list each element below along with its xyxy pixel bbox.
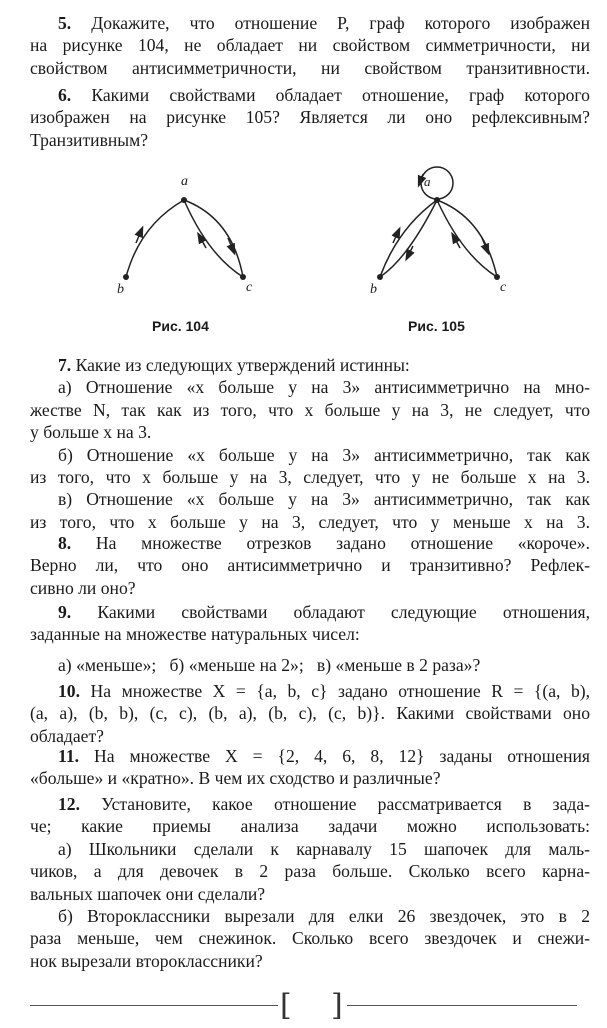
problem-number: 8. [58, 533, 72, 553]
edge-c-a [184, 200, 243, 277]
problem-10 [30, 680, 590, 747]
page-bracket-left: [ [280, 988, 292, 1023]
option-a-line: жестве N, так как из того, что x больше y на 3, не следует, что [30, 399, 590, 420]
problem-text-line: Транзитивным? [30, 129, 149, 150]
problem-text-line: обладает? [30, 725, 104, 746]
figure-caption: Рис. 105 [408, 318, 465, 334]
option-a-line: y больше x на 3. [30, 422, 152, 443]
graph-105 [377, 167, 500, 280]
footer-rule-right [347, 1005, 577, 1006]
problem-text-line: На множестве X = {2, 4, 6, 8, 12} заданы отношения [93, 746, 590, 766]
problem-text-line: На множестве X = {a, b, c} задано отношение R = {(a, b), [90, 681, 591, 701]
problem-text-line: на рисунке 104, не обладает ни свойством симметричности, ни [30, 35, 590, 56]
edge-a-c [184, 200, 243, 277]
option-b-line: раза меньше, чем снежинок. Сколько всего звездочек и снежи- [30, 928, 590, 949]
problem-text-line: Верно ли, что оно антисимметрично и транзитивно? Рефлек- [30, 555, 590, 576]
vertex-label-c: c [246, 280, 253, 295]
problem-11 [30, 745, 590, 790]
problem-number: 12. [58, 794, 80, 814]
problem-text-line: Установите, какое отношение рассматривается в зада- [101, 794, 590, 814]
problem-text-line: (a, a), (b, b), (c, c), (b, a), (b, c), (c, b)}. Какими свойствами оно [30, 703, 590, 724]
problem-text-line: сивно ли оно? [30, 577, 136, 598]
option-c-line: из того, что x больше y на 3, следует, что y меньше x на 3. [30, 511, 590, 532]
problem-8 [30, 532, 590, 599]
problem-number: 9. [58, 602, 72, 622]
page-bracket-right: ] [331, 988, 343, 1023]
edge-b-a [380, 200, 437, 277]
problem-9 [30, 601, 590, 676]
problem-number: 6. [58, 85, 72, 105]
graph-figures [0, 160, 607, 340]
problem-options: а) «меньше»; б) «меньше на 2»; в) «меньше в 2 раза»? [58, 654, 481, 675]
vertex-label-a: a [424, 174, 431, 189]
problem-number: 5. [58, 13, 72, 33]
edge-a-c [437, 200, 497, 277]
option-b-line: нок вырезали второклассники? [30, 950, 263, 971]
graph-104 [123, 197, 246, 280]
problem-7 [30, 354, 590, 533]
option-a-line: чиков, а для девочек в 2 раза больше. Сколько всего карна- [30, 861, 590, 882]
problem-text-line: Какими свойствами обладает отношение, граф которого [91, 85, 590, 105]
footer-rule-left [30, 1005, 278, 1006]
vertex-label-b: b [370, 282, 377, 297]
problem-text-line: свойством антисимметричности, ни свойством транзитивности. [30, 57, 590, 78]
edge-b-a [126, 200, 184, 277]
problem-number: 11. [58, 746, 80, 766]
option-b-line: б) Второклассники вырезали для елки 26 звездочек, это в 2 [58, 906, 590, 927]
problem-text-line: Какими свойствами обладают следующие отношения, [97, 602, 590, 622]
vertex-label-b: b [117, 282, 124, 297]
problem-text-line: Какие из следующих утверждений истинны: [75, 355, 410, 375]
problem-5 [30, 12, 590, 79]
option-a-line: а) Школьники сделали к карнавалу 15 шапочек для маль- [58, 838, 590, 859]
vertex-label-a: a [181, 174, 188, 189]
option-a-line: а) Отношение «x больше y на 3» антисимметрично на мно- [58, 377, 590, 398]
option-b-line: б) Отношение «x больше y на 3» антисимметрично, так как [58, 444, 590, 465]
figures-row [0, 160, 607, 340]
problem-text-line: Докажите, что отношение P, граф которого изображен [91, 13, 591, 33]
edge-c-a [437, 200, 497, 277]
problem-text-line: заданные на множестве натуральных чисел: [30, 624, 360, 645]
problem-text-line: че; какие приемы анализа задачи можно использовать: [30, 816, 590, 837]
option-c-line: в) Отношение «x больше y на 3» антисимметрично, так как [58, 489, 590, 510]
problem-text-line: На множестве отрезков задано отношение «короче». [95, 533, 590, 553]
option-a-line: вальных шапочек они сделали? [30, 883, 266, 904]
problem-number: 7. [58, 355, 72, 375]
edge-a-b [380, 200, 437, 277]
problem-text-line: изображен на рисунке 105? Является ли оно рефлексивным? [30, 107, 590, 128]
figure-caption: Рис. 104 [152, 318, 209, 334]
problem-number: 10. [58, 681, 80, 701]
problem-12 [30, 793, 590, 972]
option-b-line: из того, что x больше y на 3, следует, что y не больше x на 3. [30, 467, 590, 488]
problem-6 [30, 84, 590, 151]
problem-text-line: «больше» и «кратно». В чем их сходство и различные? [30, 768, 441, 789]
vertex-label-c: c [500, 280, 507, 295]
